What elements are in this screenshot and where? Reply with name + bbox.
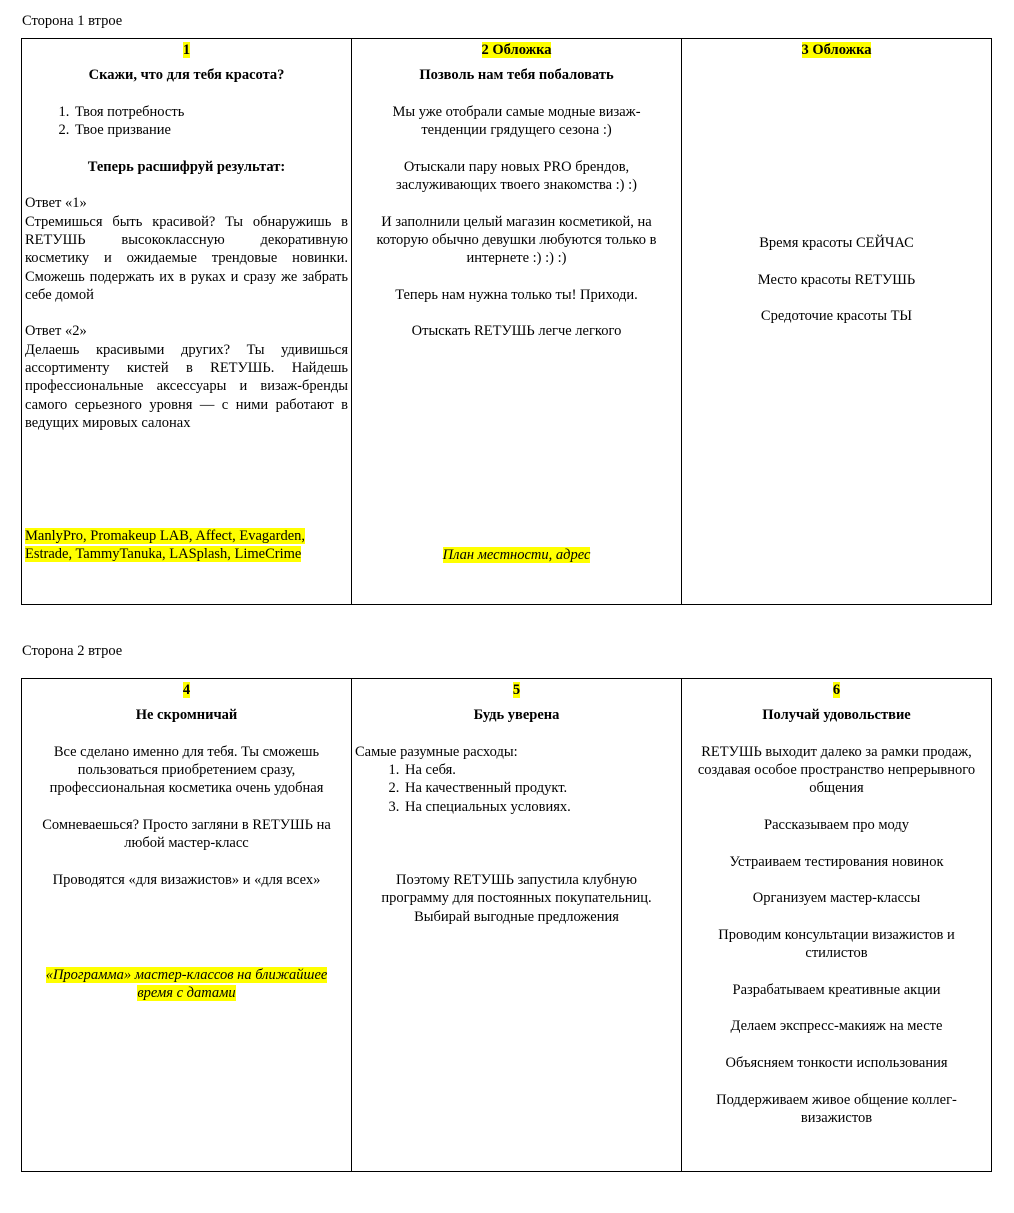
panel-3-line-2: Место красоты RETУШЬ (757, 271, 916, 288)
panel-2-para-2: Отыскали пару новых PRO брендов, заслуживающих твоего знакомства :) :) (395, 158, 637, 194)
panel-2-para-5: Отыскать RETУШЬ легче легкого (411, 323, 622, 340)
panel-6-item: Организуем мастер-классы (752, 890, 921, 907)
panel-3 (682, 39, 992, 605)
list-item: 2. Твое призвание (73, 121, 348, 139)
panel-6-item: Проводим консультации визажистов и стилистов (718, 926, 955, 962)
brands-line-2: Estrade, TammyTanuka, LASplash, LimeCrime (25, 546, 302, 563)
program-line-1: «Программа» мастер-классов на ближайшее (45, 967, 328, 983)
panel-5-heading: Будь уверена (473, 707, 560, 724)
panel-6-heading: Получай удовольствие (762, 707, 911, 724)
panel-6-item: Рассказываем про моду (764, 817, 909, 834)
panel-3-line-1: Время красоты СЕЙЧАС (759, 235, 914, 252)
panel-6-item: Устраиваем тестирования новинок (729, 853, 944, 870)
panel-5-para: Поэтому RETУШЬ запустила клубную программу для постоянных покупательниц. Выбирай выгодные предложения (381, 872, 652, 925)
list-item: 3. На специальных условиях. (403, 798, 678, 816)
panel-4-heading: Не скромничай (135, 707, 238, 724)
map-note: План местности, адрес (442, 547, 591, 563)
panel-2-para-1: Мы уже отобрали самые модные визаж-тенденции грядущего сезона :) (392, 103, 641, 139)
panel-2 (352, 39, 682, 605)
panel-2-para-4: Теперь нам нужна только ты! Приходи. (395, 286, 638, 303)
panel-1-number: 1 (182, 42, 191, 58)
panel-6-item: Поддерживаем живое общение коллег-визажистов (716, 1091, 957, 1126)
list-item: 1. На себя. (403, 761, 678, 779)
answer-2-text: Делаешь красивыми других? Ты удивишься ассортименту кистей в RETУШЬ. Найдешь профессиональные аксессуары и визаж-бренды самого серьезного уровня — с ними работают в ведущих мировых салонах (25, 341, 348, 431)
panel-4 (22, 679, 352, 1172)
panel-4-para-1: Все сделано именно для тебя. Ты сможешь пользоваться приобретением сразу, профессиональная косметика очень удобная (49, 743, 324, 797)
panel-3-number: 3 Обложка (801, 42, 872, 58)
panel-1-list (25, 103, 348, 140)
side-1-table (21, 38, 992, 605)
list-item: 1. Твоя потребность (73, 103, 348, 121)
panel-6-number: 6 (832, 682, 841, 698)
panel-3-line-3: Средоточие красоты ТЫ (760, 308, 913, 325)
side-1-title: Сторона 1 втрое (22, 13, 123, 29)
panel-4-number: 4 (182, 682, 191, 698)
panel-6-intro: RETУШЬ выходит далеко за рамки продаж, создавая особое пространство непрерывного общения (697, 743, 976, 797)
panel-5-number: 5 (512, 682, 521, 698)
side-2-table (21, 678, 992, 1172)
list-item: 2. На качественный продукт. (403, 779, 678, 797)
answer-1-text: Стремишься быть красивой? Ты обнаружишь в RETУШЬ высококлассную декоративную косметику и ожидаемые трендовые новинки. Сможешь подержать их в руках и сразу же забрать себе домой (25, 213, 348, 303)
panel-2-number: 2 Обложка (481, 42, 552, 58)
panel-2-heading: Позволь нам тебя побаловать (419, 67, 614, 84)
panel-2-para-3: И заполнили целый магазин косметикой, на которую обычно девушки любуются только в интернете :) :) :) (376, 213, 657, 267)
side-2-title: Сторона 2 втрое (22, 643, 123, 659)
panel-6 (682, 679, 992, 1172)
panel-4-para-2: Сомневаешься? Просто загляни в RETУШЬ на любой мастер-класс (42, 817, 331, 852)
panel-5-intro: Самые разумные расходы: (355, 743, 518, 760)
program-line-2: время с датами (137, 985, 236, 1002)
panel-1-heading: Скажи, что для тебя красота? (88, 67, 285, 84)
panel-6-item: Разрабатываем креативные акции (732, 981, 941, 998)
panel-1-subheading: Теперь расшифруй результат: (87, 158, 286, 175)
panel-1 (22, 39, 352, 605)
panel-6-item: Объясняем тонкости использования (725, 1054, 948, 1071)
answer-2-label: Ответ «2» (25, 323, 87, 340)
program-note (25, 966, 348, 1003)
answer-1-label: Ответ «1» (25, 195, 87, 212)
panel-6-item: Делаем экспресс-макияж на месте (730, 1018, 943, 1035)
panel-5-list (355, 761, 678, 816)
panel-5 (352, 679, 682, 1172)
brands-list (25, 527, 348, 564)
brands-line-1: ManlyPro, Promakeup LAB, Affect, Evagarden, (25, 528, 306, 544)
panel-4-para-3: Проводятся «для визажистов» и «для всех» (52, 871, 321, 888)
